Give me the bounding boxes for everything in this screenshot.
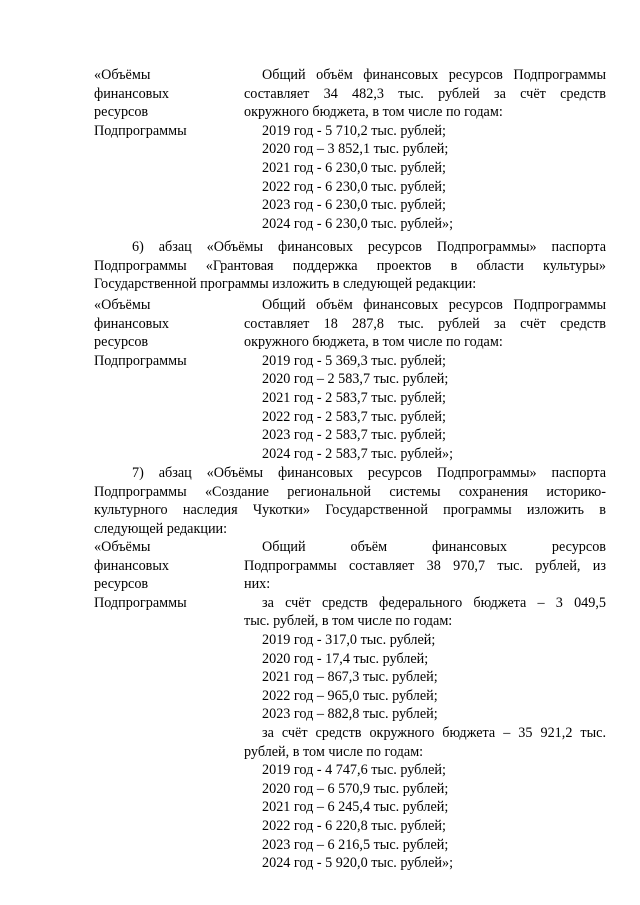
block-label xyxy=(94,66,244,233)
year-line: 2024 год - 6 230,0 тыс. рублей»; xyxy=(262,215,454,232)
year-line: 2022 год - 6 230,0 тыс. рублей; xyxy=(262,178,446,195)
label-line: Подпрограммы xyxy=(94,594,187,611)
content-line: составляет 34 482,3 тыс. рублей за счёт средств xyxy=(244,85,606,102)
content-line: Подпрограммы составляет 38 970,7 тыс. рублей, из xyxy=(244,557,606,574)
paragraph-line: культурного наследия Чукотки» Государственной программы изложить в xyxy=(94,502,606,519)
year-line: 2024 год - 2 583,7 тыс. рублей»; xyxy=(262,445,454,462)
year-line: 2022 год - 2 583,7 тыс. рублей; xyxy=(262,408,446,425)
year-line: 2019 год - 317,0 тыс. рублей; xyxy=(262,631,436,648)
year-line: 2019 год - 5 369,3 тыс. рублей; xyxy=(262,352,446,369)
label-line: ресурсов xyxy=(94,104,149,121)
year-line: 2021 год – 867,3 тыс. рублей; xyxy=(262,669,438,686)
paragraph-7 xyxy=(94,464,606,538)
content-line: за счёт средств федерального бюджета – 3 049,5 xyxy=(262,594,606,611)
year-line: 2020 год – 2 583,7 тыс. рублей; xyxy=(262,371,449,388)
label-line: «Объёмы xyxy=(94,297,151,313)
content-line: Общий объём финансовых ресурсов Подпрограммы xyxy=(262,297,606,313)
paragraph-line: Подпрограммы «Грантовая поддержка проектов в области культуры» xyxy=(94,257,606,274)
year-line: 2022 год – 965,0 тыс. рублей; xyxy=(262,687,438,704)
content-line: Общий объём финансовых ресурсов Подпрограммы xyxy=(262,67,606,83)
content-line: за счёт средств окружного бюджета – 35 921,2 тыс. xyxy=(262,724,606,741)
block-label xyxy=(94,538,244,873)
block-content xyxy=(244,296,606,463)
paragraph-line: 7) абзац «Объёмы финансовых ресурсов Подпрограммы» паспорта xyxy=(132,465,606,481)
content-line: рублей, в том числе по годам: xyxy=(244,743,424,760)
content-line: Общий объём финансовых ресурсов xyxy=(262,539,606,555)
year-line: 2024 год - 5 920,0 тыс. рублей»; xyxy=(262,855,454,872)
year-line: 2020 год – 6 570,9 тыс. рублей; xyxy=(262,780,449,797)
label-line: «Объёмы xyxy=(94,539,151,555)
year-line: 2021 год – 6 245,4 тыс. рублей; xyxy=(262,799,449,816)
year-line: 2023 год - 2 583,7 тыс. рублей; xyxy=(262,427,446,444)
label-line: финансовых xyxy=(94,315,169,332)
label-line: финансовых xyxy=(94,85,169,102)
content-line: них: xyxy=(244,576,271,593)
year-line: 2023 год – 6 216,5 тыс. рублей; xyxy=(262,836,449,853)
paragraph-line: Подпрограммы «Создание региональной системы сохранения историко- xyxy=(94,483,606,500)
label-line: «Объёмы xyxy=(94,67,151,83)
year-line: 2020 год – 3 852,1 тыс. рублей; xyxy=(262,141,449,158)
year-line: 2019 год - 4 747,6 тыс. рублей; xyxy=(262,762,446,779)
block-label xyxy=(94,296,244,463)
year-line: 2020 год - 17,4 тыс. рублей; xyxy=(262,650,429,667)
funding-block-1 xyxy=(94,66,606,233)
label-line: финансовых xyxy=(94,557,169,574)
year-line: 2023 год - 6 230,0 тыс. рублей; xyxy=(262,197,446,214)
paragraph-line: следующей редакции: xyxy=(94,520,228,537)
content-line: окружного бюджета, в том числе по годам: xyxy=(244,334,503,351)
year-line: 2021 год - 2 583,7 тыс. рублей; xyxy=(262,389,446,406)
paragraph-line: Государственной программы изложить в следующей редакции: xyxy=(94,276,477,293)
label-line: Подпрограммы xyxy=(94,122,187,139)
paragraph-line: 6) абзац «Объёмы финансовых ресурсов Подпрограммы» паспорта xyxy=(132,239,606,255)
funding-block-3 xyxy=(94,538,606,873)
year-line: 2022 год - 6 220,8 тыс. рублей; xyxy=(262,817,446,834)
year-line: 2019 год - 5 710,2 тыс. рублей; xyxy=(262,122,446,139)
block-content xyxy=(244,538,606,873)
label-line: Подпрограммы xyxy=(94,352,187,369)
content-line: составляет 18 287,8 тыс. рублей за счёт средств xyxy=(244,315,606,332)
block-content xyxy=(244,66,606,233)
year-line: 2023 год – 882,8 тыс. рублей; xyxy=(262,706,438,723)
paragraph-6 xyxy=(94,238,606,294)
label-line: ресурсов xyxy=(94,576,149,593)
label-line: ресурсов xyxy=(94,334,149,351)
content-line: тыс. рублей, в том числе по годам: xyxy=(244,613,453,630)
year-line: 2021 год - 6 230,0 тыс. рублей; xyxy=(262,159,446,176)
content-line: окружного бюджета, в том числе по годам: xyxy=(244,104,503,121)
funding-block-2 xyxy=(94,296,606,463)
